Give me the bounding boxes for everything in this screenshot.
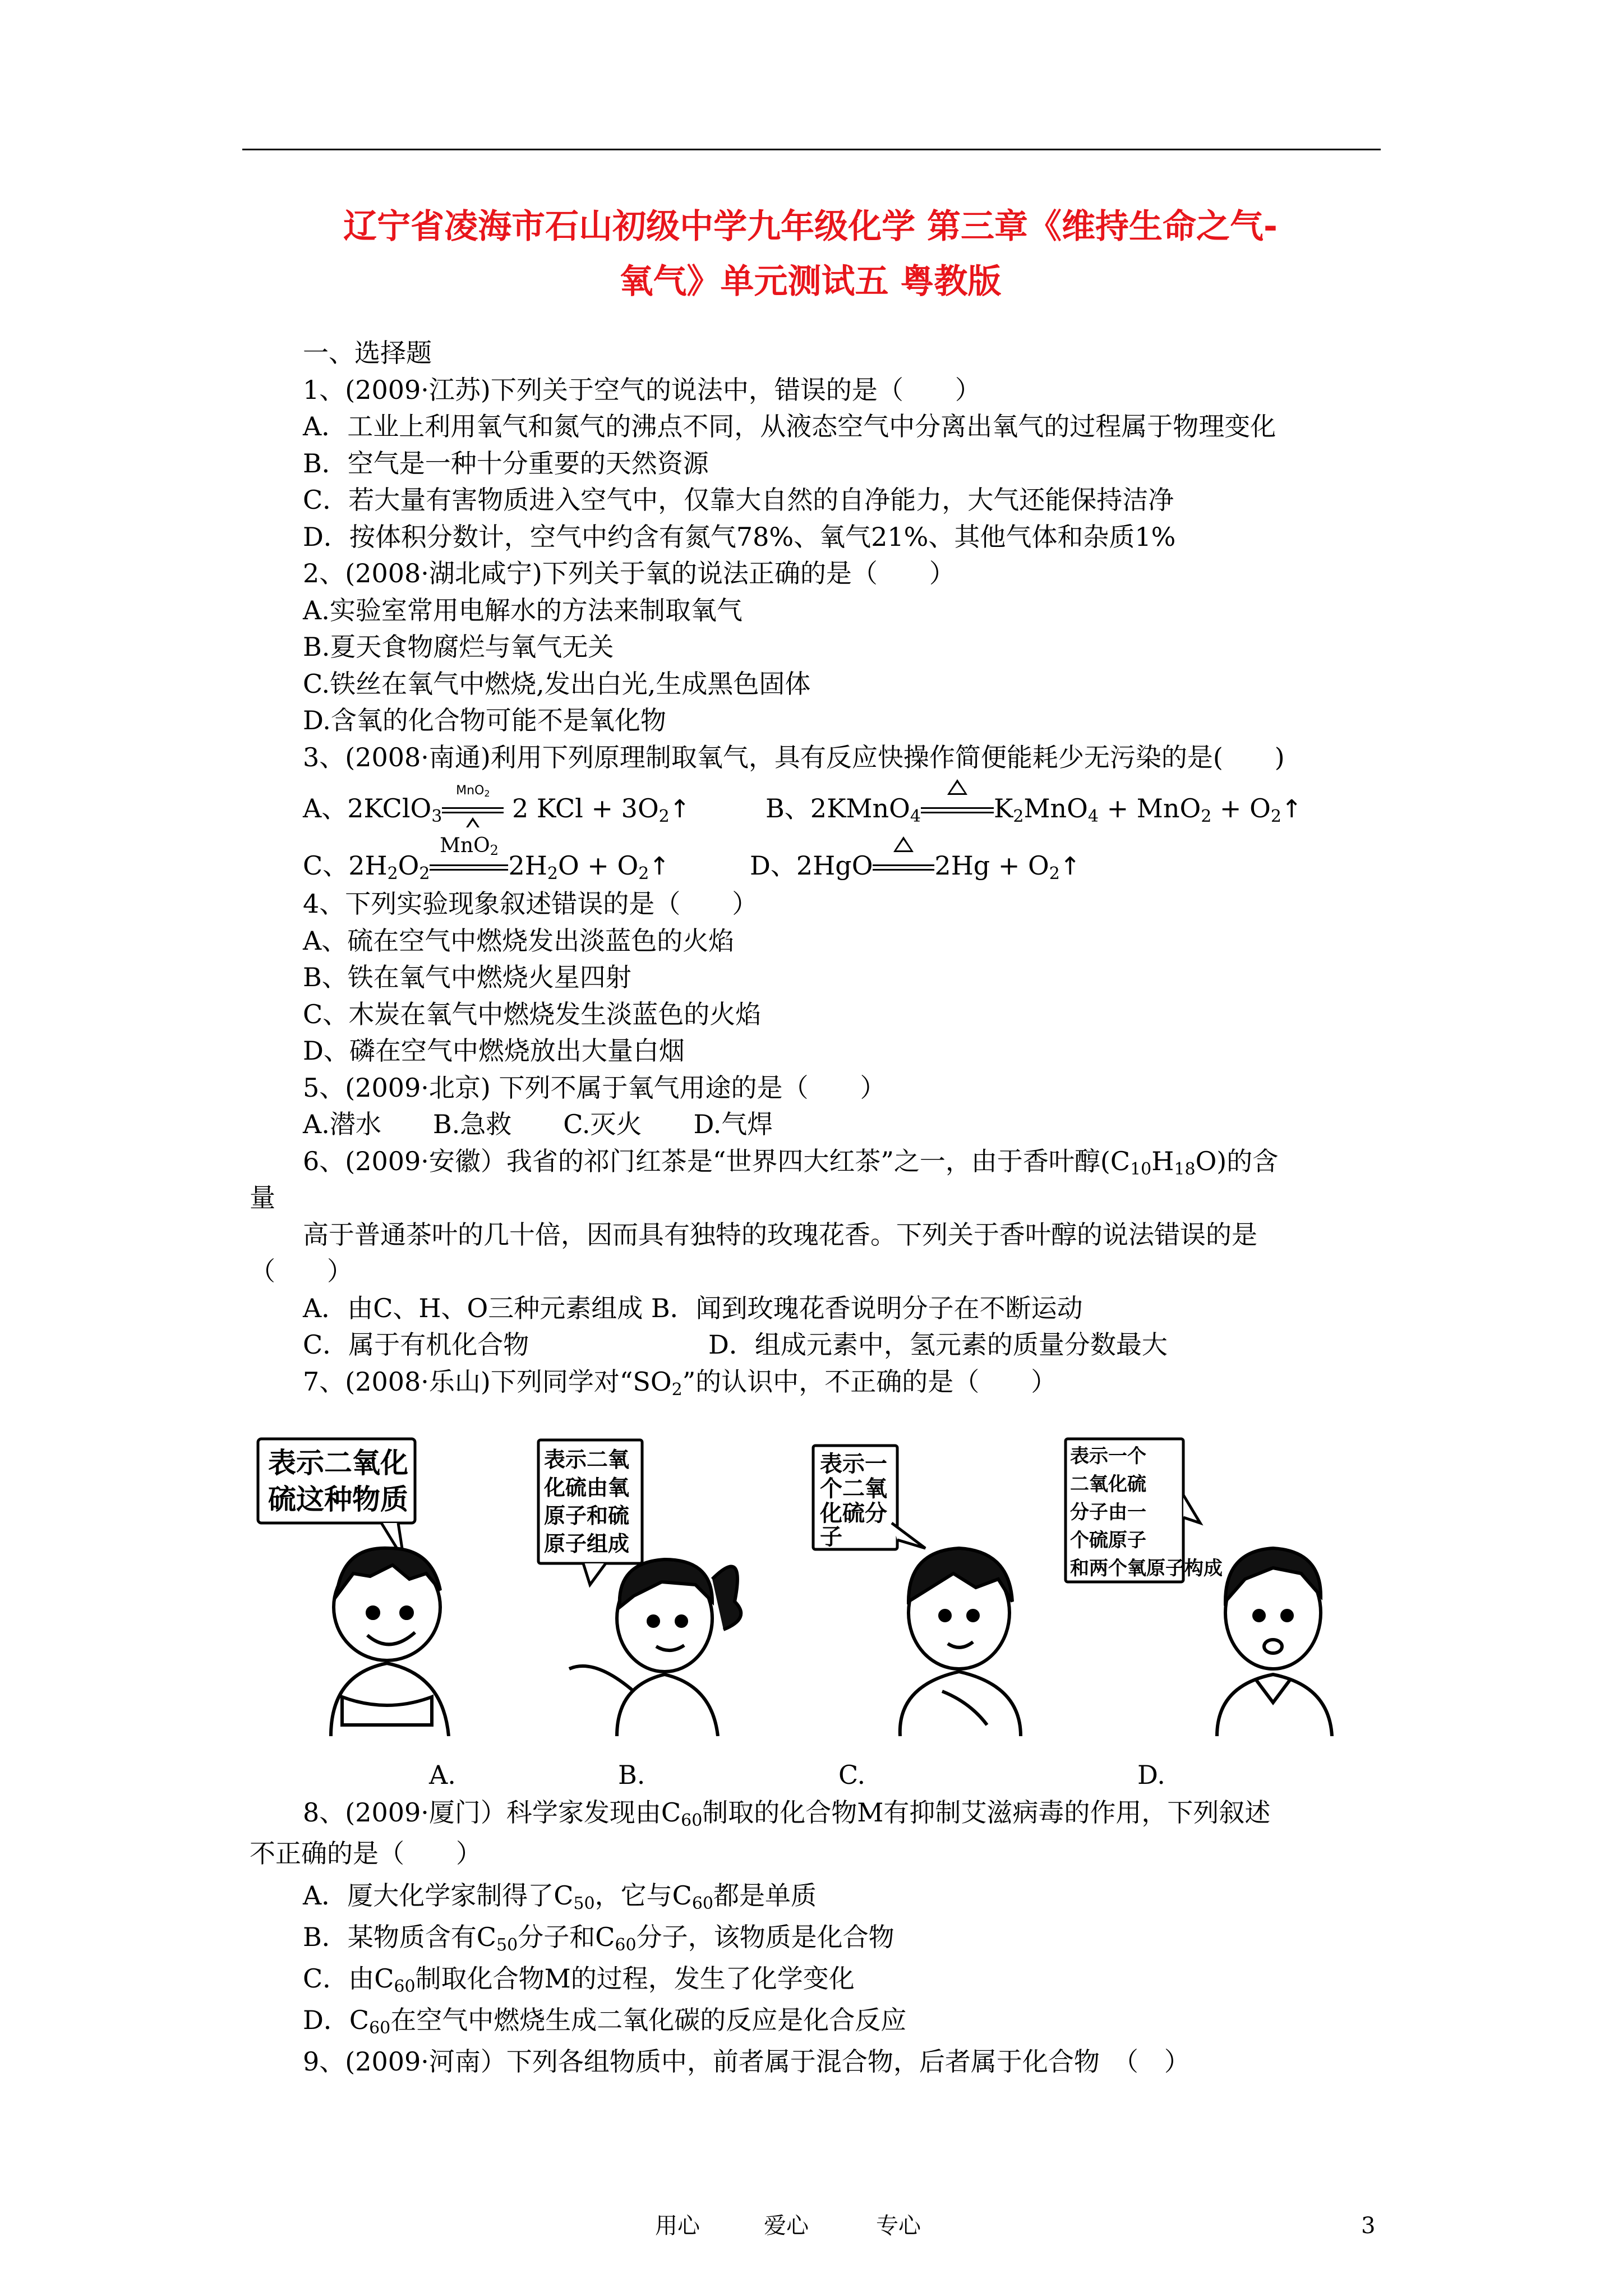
q4-option-d: D、磷在空气中燃烧放出大量白烟 xyxy=(303,1036,685,1066)
svg-text:原子组成: 原子组成 xyxy=(544,1531,630,1556)
q7-cartoon-illustration xyxy=(247,1433,1385,1736)
q2-stem: 2、(2008·湖北咸宁)下列关于氧的说法正确的是（ ） xyxy=(303,558,955,588)
reaction-condition-bar: MnO$_2$ xyxy=(442,805,504,816)
q2-option-b: B.夏天食物腐烂与氧气无关 xyxy=(303,632,614,662)
q3-option-d: D、2HgO $2Hg + O_2↑$ xyxy=(750,849,1081,883)
q3-option-a: A、2KClO$_3$ MnO$_2$ 2 KCl + $3O_2↑$ xyxy=(303,784,690,826)
page-number: 3 xyxy=(1361,2213,1376,2239)
reaction-condition-bar xyxy=(921,805,994,816)
gas-arrow-icon: ↑ xyxy=(1281,795,1302,823)
gas-arrow-icon: ↑ xyxy=(649,852,670,881)
q4-stem: 4、下列实验现象叙述错误的是（ ） xyxy=(303,889,758,919)
svg-text:表示一个: 表示一个 xyxy=(1070,1445,1146,1467)
q6-stem-wrap-1: 量 xyxy=(250,1182,275,1213)
student-c-figure xyxy=(900,1548,1021,1736)
q6-stem-line-2: 高于普通茶叶的几十倍，因而具有独特的玫瑰花香。下列关于香叶醇的说法错误的是 xyxy=(303,1220,1257,1250)
q3-stem: 3、(2008·南通)利用下列原理制取氧气，具有反应快操作简便能耗少无污染的是( ) xyxy=(303,742,1285,772)
reaction-condition-bar: MnO$_2$ xyxy=(430,862,508,873)
footer-word-1: 用心 xyxy=(655,2213,700,2239)
gas-arrow-icon: ↑ xyxy=(669,795,690,823)
svg-text:分子由一: 分子由一 xyxy=(1070,1501,1146,1524)
heat-triangle-icon xyxy=(466,817,479,827)
document-title xyxy=(247,199,1374,309)
q8-stem-line-1: 8、(2009·厦门）科学家发现由$C_{60}$制取的化合物M有抑制艾滋病毒的作用，下列叙述 xyxy=(303,1797,1271,1830)
student-b-figure xyxy=(569,1559,741,1736)
heat-triangle-icon xyxy=(947,779,967,795)
q4-option-c: C、木炭在氧气中燃烧发生淡蓝色的火焰 xyxy=(303,999,762,1029)
q7-label-b: B. xyxy=(618,1760,645,1790)
q2-option-d: D.含氧的化合物可能不是氧化物 xyxy=(303,705,666,735)
svg-text:和两个氧原子构成: 和两个氧原子构成 xyxy=(1070,1557,1223,1580)
q8-option-d: D．$C_{60}$在空气中燃烧生成二氧化碳的反应是化合反应 xyxy=(303,2005,907,2038)
q6-stem-line-1: 6、(2009·安徽）我省的祁门红茶是“世界四大红茶”之一，由于香叶醇$(C_{10}H_{18}O)$的含 xyxy=(303,1146,1279,1179)
q8-stem-line-2: 不正确的是（ ） xyxy=(250,1838,482,1869)
q7-label-c: C. xyxy=(838,1760,866,1790)
footer-word-3: 专心 xyxy=(876,2213,921,2239)
q1-option-c: C．若大量有害物质进入空气中，仅靠大自然的自净能力，大气还能保持洁净 xyxy=(303,485,1174,515)
svg-text:子: 子 xyxy=(820,1524,842,1550)
q1-option-d: D．按体积分数计，空气中约含有氮气78%、氧气21%、其他气体和杂质1% xyxy=(303,522,1176,552)
q3-option-b: B、2KMnO$_4$ $K_2MnO_4 + MnO_2$ + $O_2↑$ xyxy=(766,792,1302,826)
q4-option-a: A、硫在空气中燃烧发出淡蓝色的火焰 xyxy=(303,926,735,956)
q6-stem-wrap-2: （ ） xyxy=(250,1256,353,1286)
heat-triangle-icon xyxy=(893,836,914,852)
svg-text:硫这种物质: 硫这种物质 xyxy=(268,1483,408,1516)
student-a-figure xyxy=(331,1548,449,1736)
section-heading: 一、选择题 xyxy=(303,338,432,368)
q1-option-b: B．空气是一种十分重要的天然资源 xyxy=(303,448,709,478)
q5-options: A.潜水 B.急救 C.灭火 D.气焊 xyxy=(303,1109,773,1139)
q1-stem: 1、(2009·江苏)下列关于空气的说法中，错误的是（ ） xyxy=(303,375,981,405)
header-rule xyxy=(242,149,1381,150)
q2-option-c: C.铁丝在氧气中燃烧,发出白光,生成黑色固体 xyxy=(303,669,811,699)
q1-option-a: A．工业上利用氧气和氮气的沸点不同，从液态空气中分离出氧气的过程属于物理变化 xyxy=(303,411,1276,441)
q9-stem: 9、(2009·河南）下列各组物质中，前者属于混合物，后者属于化合物 （ ） xyxy=(303,2046,1190,2077)
svg-text:个硫原子: 个硫原子 xyxy=(1070,1529,1146,1552)
reaction-condition-bar xyxy=(873,862,934,873)
q7-stem: 7、(2008·乐山)下列同学对“$SO_2$”的认识中，不正确的是（ ） xyxy=(303,1366,1057,1400)
svg-text:表示二氧: 表示二氧 xyxy=(544,1447,630,1472)
q8-option-a: A．厦大化学家制得了$C_{50}$，它与$C_{60}$都是单质 xyxy=(303,1880,817,1913)
q7-label-a: A. xyxy=(429,1760,456,1790)
svg-text:表示一: 表示一 xyxy=(820,1451,887,1477)
student-d-figure xyxy=(1217,1548,1332,1736)
title-line-2: 氧气》单元测试五 粤教版 xyxy=(619,262,1002,301)
svg-text:个二氧: 个二氧 xyxy=(820,1476,887,1502)
title-line-1: 辽宁省凌海市石山初级中学九年级化学 第三章《维持生命之气- xyxy=(343,207,1278,246)
q7-label-d: D. xyxy=(1137,1760,1165,1790)
q6-options-ab: A．由C、H、O三种元素组成 B．闻到玫瑰花香说明分子在不断运动 xyxy=(303,1293,1083,1323)
svg-text:表示二氧化: 表示二氧化 xyxy=(268,1447,408,1479)
q8-option-b: B．某物质含有$C_{50}$分子和$C_{60}$分子，该物质是化合物 xyxy=(303,1922,895,1955)
gas-arrow-icon: ↑ xyxy=(1059,852,1081,881)
q6-option-d: D．组成元素中，氢元素的质量分数最大 xyxy=(708,1329,1168,1360)
footer-word-2: 爱心 xyxy=(764,2213,809,2239)
q4-option-b: B、铁在氧气中燃烧火星四射 xyxy=(303,962,631,992)
svg-text:原子和硫: 原子和硫 xyxy=(544,1503,630,1528)
q3-option-c: C、$2H_2O_2$ MnO$_2$ $2H_2O$ + $O_2↑$ xyxy=(303,834,670,884)
svg-text:二氧化硫: 二氧化硫 xyxy=(1070,1473,1146,1496)
q6-option-c: C．属于有机化合物 xyxy=(303,1329,529,1360)
q8-option-c: C．由$C_{60}$制取化合物M的过程，发生了化学变化 xyxy=(303,1963,855,1996)
svg-text:化硫由氧: 化硫由氧 xyxy=(544,1475,630,1500)
svg-text:化硫分: 化硫分 xyxy=(820,1501,887,1526)
q5-stem: 5、(2009·北京) 下列不属于氧气用途的是（ ） xyxy=(303,1073,886,1103)
q2-option-a: A.实验室常用电解水的方法来制取氧气 xyxy=(303,595,743,625)
